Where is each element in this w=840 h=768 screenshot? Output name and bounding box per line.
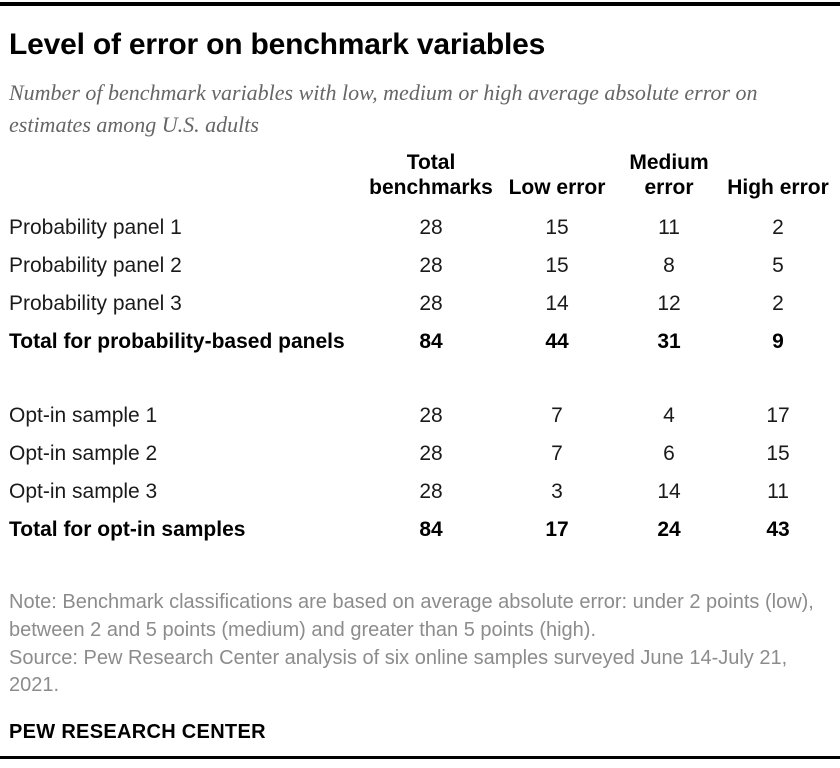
cell-value: 11 bbox=[658, 216, 680, 240]
spacer-cell bbox=[9, 361, 831, 397]
cell-value: 5 bbox=[772, 254, 784, 278]
cell-value: 3 bbox=[551, 480, 563, 504]
cell-value: 44 bbox=[545, 330, 569, 354]
cell-value: 17 bbox=[545, 518, 569, 542]
cell-value: 84 bbox=[419, 518, 443, 542]
cell-value: 15 bbox=[545, 254, 569, 278]
table-header-row bbox=[9, 151, 831, 210]
column-header: High error bbox=[727, 175, 829, 199]
note-text: Note: Benchmark classifications are based on average absolute error: under 2 points (low), between 2 and 5 points (medium) and greater than 5 points (high). bbox=[9, 591, 814, 641]
cell-value: 6 bbox=[663, 442, 675, 466]
cell-value: 12 bbox=[657, 292, 681, 316]
row-label: Opt-in sample 3 bbox=[9, 480, 158, 504]
table-row bbox=[9, 397, 831, 435]
cell-value: 31 bbox=[657, 330, 681, 354]
row-label: Opt-in sample 1 bbox=[9, 404, 158, 428]
table-row bbox=[9, 323, 831, 361]
row-label: Total for probability-based panels bbox=[9, 330, 345, 354]
cell-value: 14 bbox=[657, 480, 681, 504]
cell-value: 4 bbox=[663, 404, 675, 428]
table-row bbox=[9, 473, 831, 511]
cell-value: 7 bbox=[551, 404, 563, 428]
benchmark-error-table bbox=[9, 151, 831, 550]
column-header: Low error bbox=[508, 175, 606, 199]
row-label-column-header bbox=[9, 151, 361, 210]
row-label: Probability panel 3 bbox=[9, 292, 182, 316]
cell-value: 15 bbox=[766, 442, 790, 466]
page-title: Level of error on benchmark variables bbox=[9, 28, 546, 61]
cell-value: 7 bbox=[551, 442, 563, 466]
cell-value: 2 bbox=[772, 292, 784, 316]
row-label: Probability panel 2 bbox=[9, 254, 182, 278]
spacer-row bbox=[9, 361, 831, 397]
cell-value: 84 bbox=[419, 330, 443, 354]
cell-value: 28 bbox=[419, 216, 443, 240]
subtitle: Number of benchmark variables with low, medium or high average absolute error on estimates among U.S. adults bbox=[9, 80, 758, 137]
cell-value: 28 bbox=[419, 480, 443, 504]
brand-footer: PEW RESEARCH CENTER bbox=[9, 720, 266, 743]
cell-value: 28 bbox=[419, 292, 443, 316]
cell-value: 11 bbox=[767, 480, 789, 504]
cell-value: 9 bbox=[772, 330, 784, 354]
column-header: Medium error bbox=[629, 150, 709, 199]
table-row bbox=[9, 209, 831, 247]
cell-value: 24 bbox=[657, 518, 681, 542]
cell-value: 43 bbox=[766, 518, 790, 542]
table-row bbox=[9, 511, 831, 549]
cell-value: 28 bbox=[419, 442, 443, 466]
source-text: Source: Pew Research Center analysis of six online samples surveyed June 14-July 21, 2021. bbox=[9, 646, 788, 697]
column-header: Total benchmarks bbox=[369, 150, 493, 199]
table-row bbox=[9, 247, 831, 285]
row-label: Opt-in sample 2 bbox=[9, 442, 158, 466]
table-row bbox=[9, 285, 831, 323]
cell-value: 28 bbox=[419, 404, 443, 428]
row-label: Probability panel 1 bbox=[9, 216, 182, 240]
cell-value: 14 bbox=[545, 292, 569, 316]
table-row bbox=[9, 435, 831, 473]
top-rule bbox=[0, 2, 840, 6]
cell-value: 17 bbox=[766, 404, 790, 428]
cell-value: 8 bbox=[663, 254, 675, 278]
bottom-rule bbox=[0, 756, 840, 759]
cell-value: 2 bbox=[772, 216, 784, 240]
cell-value: 28 bbox=[419, 254, 443, 278]
row-label: Total for opt-in samples bbox=[9, 518, 246, 542]
cell-value: 15 bbox=[545, 216, 569, 240]
